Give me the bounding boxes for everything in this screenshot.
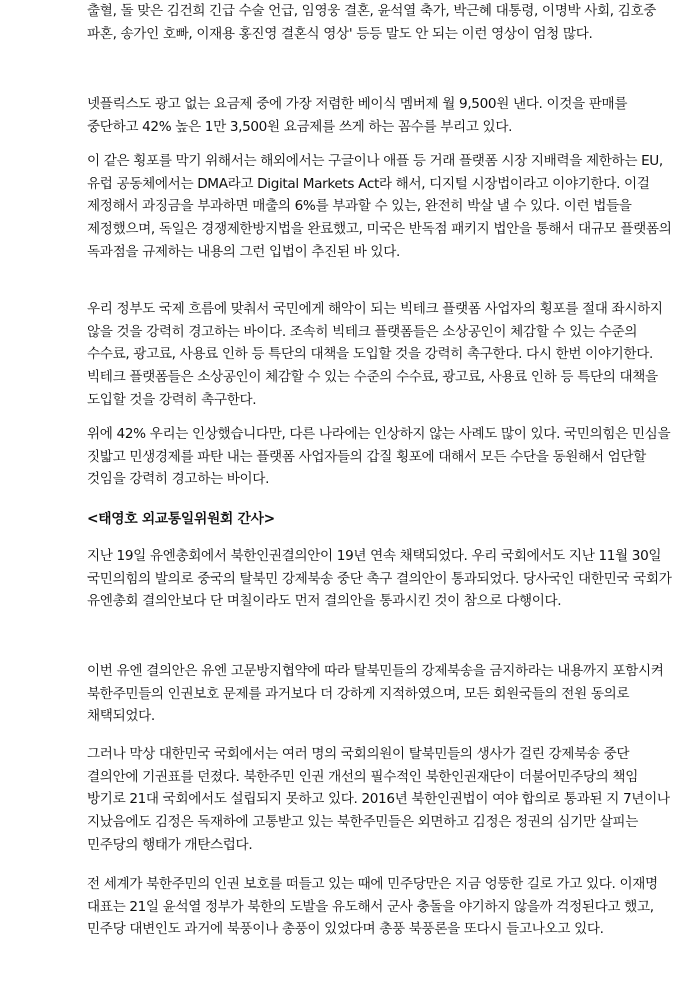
- speaker-heading: <태영호 외교통일위원회 간사>: [87, 511, 275, 527]
- paragraph: 전 세계가 북한주민의 인권 보호를 떠들고 있는 때에 민주당만은 지금 엉뚱한 길로 가고 있다. 이재명 대표는 21일 윤석열 정부가 북한의 도발을 유도해서 군사 충돌을 야기하지 않을까 걱정된다고 했고, 민주당 대변인도 과거에 북풍이나 총풍이 있었다며 총풍 북풍론을 또다시 들고나오고 있다.: [87, 876, 658, 938]
- paragraph: 넷플릭스도 광고 없는 요금제 중에 가장 저렴한 베이식 멤버제 월 9,500원 낸다. 이것을 판매를 중단하고 42% 높은 1만 3,500원 요금제를 쓰게 하는 꼼수를 부리고 있다.: [87, 96, 628, 135]
- paragraph: 위에 42% 우리는 인상했습니다만, 다른 나라에는 인상하지 않는 사례도 많이 있다. 국민의힘은 민심을 짓밟고 민생경제를 파탄 내는 플랫폼 사업자들의 갑질 횡포에 대해서 모든 수단을 동원해서 엄단할 것임을 강력히 경고하는 바이다.: [87, 426, 671, 488]
- paragraph: 출혈, 돌 맞은 김건희 긴급 수술 언급, 임영웅 결혼, 윤석열 축가, 박근혜 대통령, 이명박 사회, 김호중 파혼, 송가인 호빠, 이재용 홍진영 결혼식 영상' 등등 말도 안 되는 이런 영상이 엄청 많다.: [87, 3, 657, 42]
- paragraph: 이 같은 횡포를 막기 위해서는 해외에서는 구글이나 애플 등 거래 플랫폼 시장 지배력을 제한하는 EU, 유럽 공동체에서는 DMA라고 Digital Markets Act라 해서, 디지털 시장법이라고 이야기한다. 이걸 제정해서 과징금을 부과하면 매출의 6%를 부과할 수 있는, 완전히 박살 낼 수 있다. 이런 법들을 제정했으며, 독일은 경쟁제한방지법을 완료했고, 미국은 반독점 패키지 법안을 통해서 대규모 플랫폼의 독과점을 규제하는 내용의 그런 입법이 추진된 바 있다.: [87, 153, 672, 260]
- paragraph: 그러나 막상 대한민국 국회에서는 여러 명의 국회의원이 탈북민들의 생사가 걸린 강제북송 중단 결의안에 기권표를 던졌다. 북한주민 인권 개선의 필수적인 북한인권재단이 더불어민주당의 책임 방기로 21대 국회에서도 설립되지 못하고 있다. 2016년 북한인권법이 여야 합의로 통과된 지 7년이나 지났음에도 김정은 독재하에 고통받고 있는 북한주민들은 외면하고 김정은 정권의 심기만 살피는 민주당의 행태가 개탄스럽다.: [87, 746, 670, 853]
- paragraph: 우리 정부도 국제 흐름에 맞춰서 국민에게 해악이 되는 빅테크 플랫폼 사업자의 횡포를 절대 좌시하지 않을 것을 강력히 경고하는 바이다. 조속히 빅테크 플랫폼들은 소상공인이 체감할 수 있는 수준의 수수료, 광고료, 사용료 인하 등 특단의 대책을 도입할 것을 강력히 촉구한다. 다시 한번 이야기한다. 빅테크 플랫폼들은 소상공인이 체감할 수 있는 수준의 수수료, 광고료, 사용료 인하 등 특단의 대책을 도입할 것을 강력히 촉구한다.: [87, 301, 663, 408]
- paragraph: 이번 유엔 결의안은 유엔 고문방지협약에 따라 탈북민들의 강제북송을 금지하라는 내용까지 포함시켜 북한주민들의 인권보호 문제를 과거보다 더 강하게 지적하였으며, 모든 회원국들의 전원 동의로 채택되었다.: [87, 663, 664, 725]
- paragraph: 지난 19일 유엔총회에서 북한인권결의안이 19년 연속 채택되었다. 우리 국회에서도 지난 11월 30일 국민의힘의 발의로 중국의 탈북민 강제북송 중단 촉구 결의안이 통과되었다. 당사국인 대한민국 국회가 유엔총회 결의안보다 단 며칠이라도 먼저 결의안을 통과시킨 것이 참으로 다행이다.: [87, 548, 672, 610]
